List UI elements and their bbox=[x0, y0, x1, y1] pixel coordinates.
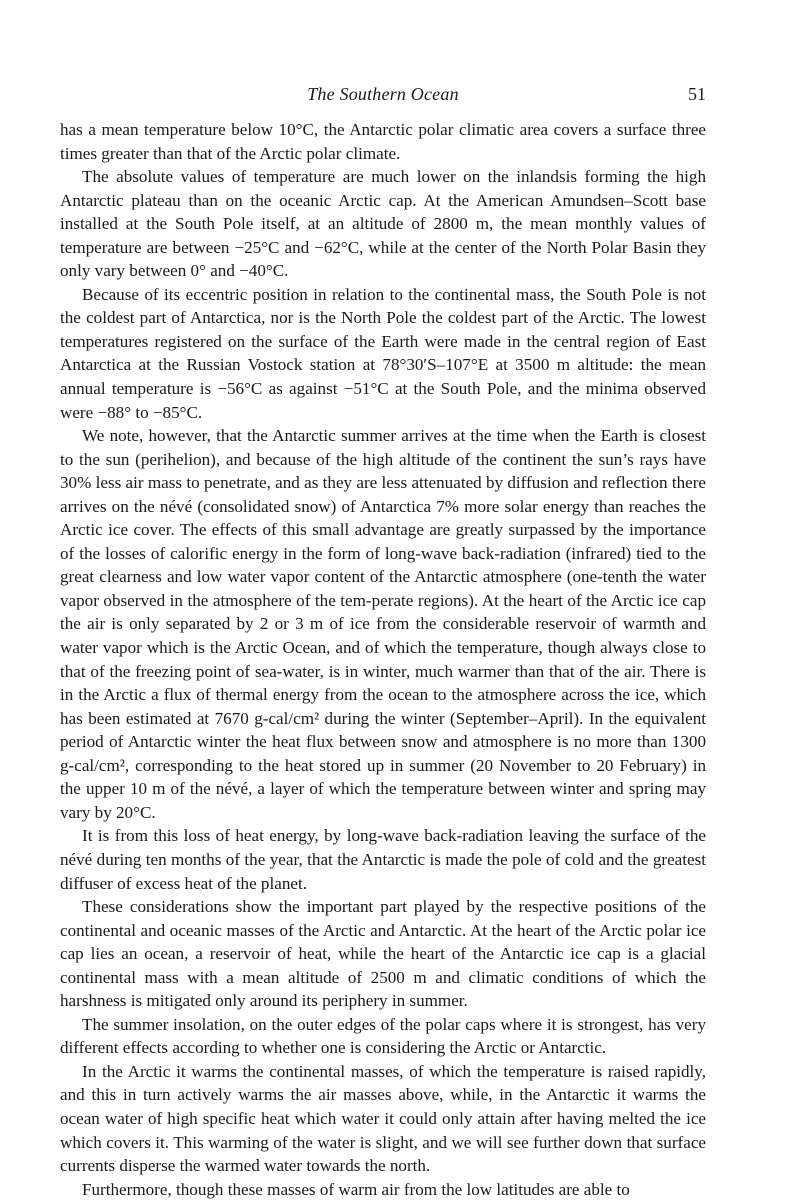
body-text bbox=[60, 118, 706, 1201]
paragraph-continental-oceanic-masses: These considerations show the important part played by the respective positions of the continental and oceanic masses of the Arctic and Antarctic. At the heart of the Arctic polar ice cap lies an ocean, a reservoir of heat, while the heart of the Antarctic ice cap is a glacial continental mass with a mean altitude of 2500 m and climatic conditions of which the harshness is mitigated only around its periphery in summer. bbox=[60, 897, 706, 1011]
paragraph-pole-of-cold: It is from this loss of heat energy, by long-wave back-radiation leaving the surface of the névé during ten months of the year, that the Antarctic is made the pole of cold and the greatest diffuser of excess heat of the planet. bbox=[60, 826, 706, 893]
paragraph-coldest-region: Because of its eccentric position in relation to the continental mass, the South Pole is not the coldest part of Antarctica, nor is the North Pole the coldest part of the Arctic. The lowest temperatures registered on the surface of the Earth were made in the central region of East Antarctica at the Russian Vostock station at 78°30′S–107°E at 3500 m altitude: the mean annual temperature is −56°C as against −51°C at the South Pole, and the minima observed were −88° to −85°C. bbox=[60, 284, 706, 422]
running-header bbox=[60, 84, 706, 110]
book-page bbox=[60, 84, 706, 1201]
paragraph-summer-insolation: The summer insolation, on the outer edges of the polar caps where it is strongest, has very different effects according to whether one is considering the Arctic or Antarctic. bbox=[60, 1014, 706, 1058]
paragraph-heat-flux: We note, however, that the Antarctic summer arrives at the time when the Earth is closest to the sun (perihelion), and because of the high altitude of the continent the sun’s rays have 30% less air mass to penetrate, and as they are less attenuated by diffusion and reflection there arrives on the névé (consolidated snow) of Antarctica 7% more solar energy than reaches the Arctic ice cover. The effects of this small advantage are greatly surpassed by the importance of the losses of calorific energy in the form of long-wave back-radiation (infrared) tied to the great clearness and low water vapor content of the Antarctic atmosphere (one-tenth the water vapor observed in the atmosphere of the tem-perate regions). At the heart of the Arctic ice cap the air is only separated by 2 or 3 m of ice from the considerable reservoir of warmth and water vapor which is the Arctic Ocean, and of which the temperature, though always close to that of the freezing point of sea-water, is in winter, much warmer than that of the air. There is in the Arctic a flux of thermal energy from the ocean to the atmosphere across the ice, which has been estimated at 7670 g-cal/cm² during the winter (September–April). In the equivalent period of Antarctic winter the heat flux between snow and atmosphere is no more than 1300 g-cal/cm², corresponding to the heat stored up in summer (20 November to 20 February) in the upper 10 m of the névé, a layer of which the temperature between winter and spring may vary by 20°C. bbox=[60, 426, 706, 822]
paragraph-absolute-temperatures: The absolute values of temperature are much lower on the inlandsis forming the high Antarctic plateau than on the oceanic Arctic cap. At the American Amundsen–Scott base installed at the South Pole itself, at an altitude of 2800 m, the mean monthly values of temperature are between −25°C and −62°C, while at the center of the North Polar Basin they only vary between 0° and −40°C. bbox=[60, 167, 706, 281]
running-title: The Southern Ocean bbox=[307, 84, 459, 104]
page-number: 51 bbox=[688, 84, 706, 104]
paragraph-arctic-warming: In the Arctic it warms the continental masses, of which the temperature is raised rapidly, and this in turn actively warms the air masses above, while, in the Antarctic it warms the ocean water of high specific heat which water it could only attain after having melted the ice which covers it. This warming of the water is slight, and we will see further down that surface currents disperse the warmed water towards the north. bbox=[60, 1061, 706, 1176]
paragraph-warm-air-masses: Furthermore, though these masses of warm air from the low latitudes are able to bbox=[82, 1179, 630, 1199]
paragraph-continued: has a mean temperature below 10°C, the Antarctic polar climatic area covers a surface three times greater than that of the Arctic polar climate. bbox=[60, 120, 706, 163]
